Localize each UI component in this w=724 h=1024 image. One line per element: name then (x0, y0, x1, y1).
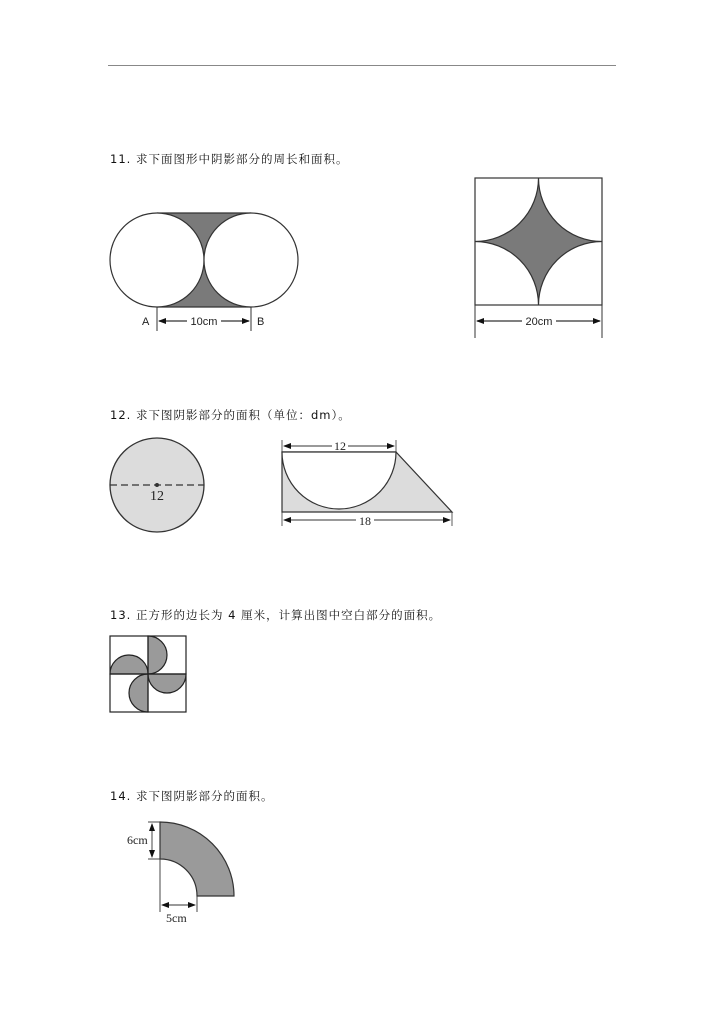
right-circle (204, 213, 298, 307)
pinwheel-figure (110, 636, 186, 712)
bottom-length-label: 18 (359, 514, 371, 528)
point-b-label: B (257, 316, 265, 328)
question-number: 11. (110, 152, 132, 166)
shaded-circle-figure (110, 438, 204, 532)
left-circle (110, 213, 204, 307)
dimension-label: 20cm (525, 316, 553, 328)
inner-radius-label: 5cm (166, 911, 187, 925)
question-number: 12. (110, 408, 132, 422)
question-text: 求下面图形中阴影部分的周长和面积。 (135, 152, 349, 166)
question-number: 14. (110, 789, 132, 803)
width-label: 6cm (127, 833, 148, 847)
two-circles-figure (110, 213, 298, 331)
question-text: 求下图阴影部分的面积（单位：dm）。 (135, 408, 351, 422)
question-text: 求下图阴影部分的面积。 (135, 789, 274, 803)
quarter-annulus-figure (148, 822, 234, 912)
diameter-label: 12 (150, 489, 164, 504)
question-text: 正方形的边长为 4 厘米，计算出图中空白部分的面积。 (135, 608, 442, 622)
dimension-label: 10cm (190, 316, 218, 328)
top-length-label: 12 (334, 439, 346, 453)
question-number: 13. (110, 608, 132, 622)
point-a-label: A (142, 316, 150, 328)
